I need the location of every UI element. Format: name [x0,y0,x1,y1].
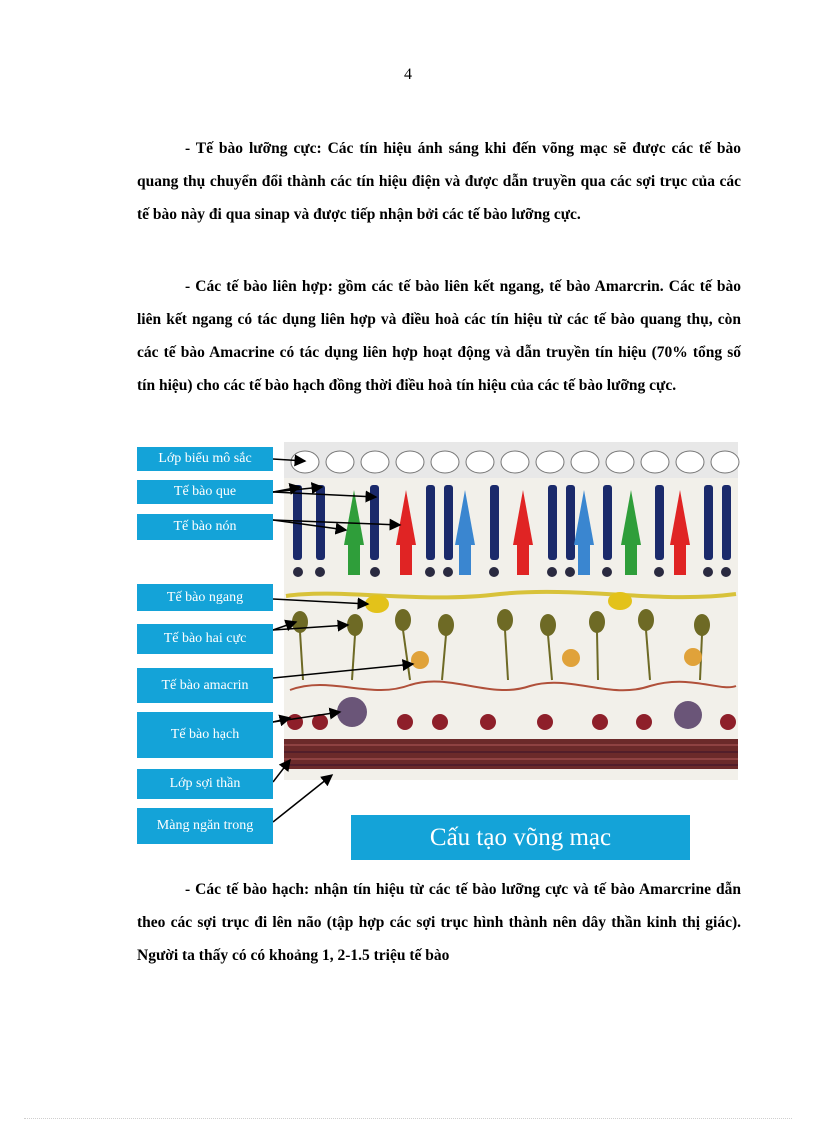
label-amacrine-cells: Tế bào amacrin [137,668,273,703]
label-inner-limiting-membrane: Màng ngăn trong [137,808,273,844]
page-number: 4 [404,66,412,83]
label-cone-cells: Tế bào nón [137,514,273,540]
page-bottom-border [24,1118,792,1119]
paragraph-ganglion-cells [137,873,741,972]
label-ganglion-cells: Tế bào hạch [137,712,273,758]
label-horizontal-cells: Tế bào ngang [137,584,273,611]
label-bipolar-cells: Tế bào hai cực [137,624,273,654]
retina-image-bg [284,442,738,780]
horizontal-cell [365,595,389,613]
paragraph-text: - Các tế bào liên hợp: gồm các tế bào liên kết ngang, tế bào Amarcrin. Các tế bào liên kết ngang có tác dụng liên hợp và điều hoà các tín hiệu từ các tế bào quang thụ, còn các tế bào Amacrine có tác dụng liên hợp hoạt động và dẫn truyền tín hiệu (70% tổng số tín hiệu) cho các tế bào hạch đồng thời điều hoà tín hiệu của các tế bào lưỡng cực. [137,278,741,394]
horizontal-cell [608,592,632,610]
pigment-epithelium [284,442,739,478]
label-rod-cells: Tế bào que [137,480,273,504]
label-nerve-fiber-layer: Lớp sợi thần [137,769,273,799]
paragraph-text: - Tế bào lưỡng cực: Các tín hiệu ánh sáng khi đến võng mạc sẽ được các tế bào quang thụ chuyển đổi thành các tín hiệu điện và được dẫn truyền qua các sợi trục của các tế bào này đi qua sinap và được tiếp nhận bởi các tế bào lưỡng cực. [137,140,741,223]
label-pigment-epithelium: Lớp biểu mô sắc [137,447,273,471]
paragraph-text: - Các tế bào hạch: nhận tín hiệu từ các tế bào lưỡng cực và tế bào Amarcrine dẫn theo các sợi trục đi lên não (tập hợp các sợi trục hình thành nên dây thần kinh thị giác). Người ta thấy có có khoảng 1, 2-1.5 triệu tế bào [137,881,741,964]
figure-caption: Cấu tạo võng mạc [351,815,690,860]
nerve-fiber-layer [284,739,738,769]
